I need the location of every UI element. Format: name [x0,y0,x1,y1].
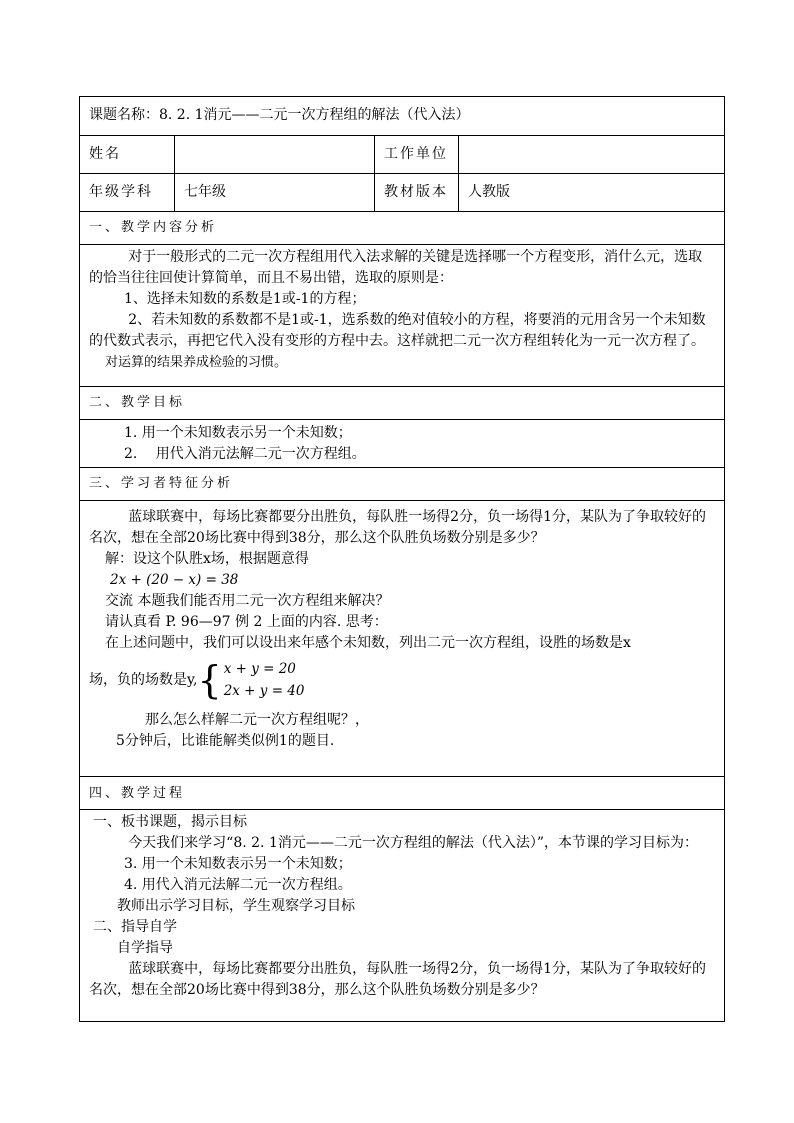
section3-heading-row [80,468,725,501]
equation-system-lines [224,658,305,702]
section2-heading-row [80,387,725,420]
section2-body-row [80,420,725,468]
section1-heading-row [80,212,725,245]
title-row [80,97,725,136]
section4-heading: 四、教学过程 [89,786,186,801]
section4-body [80,810,724,1001]
reading-instruction: 请认真看 P. 96—97 例 2 上面的内容. 思考： [105,614,388,630]
unit-value[interactable] [459,136,724,144]
section4-heading-row [80,777,725,810]
section1-rule-1: 1、选择未知数的系数是1或-1的方程； [124,291,366,307]
discussion-text: 交流 本题我们能否用二元一次方程组来解决？ [105,593,390,609]
edition-value: 人教版 [468,184,510,200]
title-cell [80,97,725,136]
self-study-guide-label: 自学指导 [117,940,173,956]
equation-system-line [89,656,715,704]
edition-label: 教材版本 [384,184,448,200]
self-study-problem: 蓝球联赛中，每场比赛都要分出胜负，每队胜一场得2分，负一场得1分，某队为了争取较好的名次，想在全部20场比赛中得到38分，那么这个队胜负场数分别是多少？ [89,961,706,998]
step-1-text: 今天我们来学习“8. 2. 1消元——二元一次方程组的解法（代入法）”，本节课的学习目标为： [128,835,699,851]
unit-label: 工作单位 [384,146,448,162]
objective-2: 2. 用代入消元法解二元一次方程组。 [124,446,366,462]
name-label: 姓名 [89,146,121,162]
section2-body [80,420,724,465]
grade-label: 年级学科 [89,184,153,200]
section1-note: 对运算的结果养成检验的习惯。 [105,355,288,370]
system-equation-2: 2x + y = 40 [223,683,305,699]
goal-4: 4. 用代入消元法解二元一次方程组。 [124,877,352,893]
brace-icon: { [197,658,222,702]
lesson-plan-table [79,96,725,1022]
section1-body [80,245,724,373]
lesson-title: 课题名称：8. 2. 1消元——二元一次方程组的解法（代入法） [89,107,470,123]
section1-rule-2: 2、若未知数的系数都不是1或-1，选系数的绝对值较小的方程，将要消的元用含另一个未知数的代数式表示，再把它代入没有变形的方程中去。这样就把二元一次方程组转化为一元一次方程了。 [89,312,706,349]
section4-body-row [80,810,725,1022]
objective-1: 1. 用一个未知数表示另一个未知数； [124,425,352,441]
teacher-note: 教师出示学习目标，学生观察学习目标 [117,898,355,914]
grade-value: 七年级 [184,184,226,200]
question-text: 那么怎么样解二元一次方程组呢？， [145,712,369,728]
equation-1: 2x + (20 − x) = 38 [110,572,239,588]
grade-row [80,174,725,212]
timed-task-text: 5分钟后，比谁能解类似例1的题目. [116,733,335,749]
solution-intro: 解：设这个队胜x场，根据题意得 [105,551,309,567]
equation-system [198,658,305,702]
step-2-heading: 二、指导自学 [93,919,177,935]
name-row [80,136,725,174]
section1-heading: 一、教学内容分析 [89,220,218,235]
section1-body-row [80,245,725,387]
section2-heading: 二、教学目标 [89,395,186,410]
system-equation-1: x + y = 20 [223,661,296,677]
goal-3: 3. 用一个未知数表示另一个未知数； [124,856,352,872]
name-value[interactable] [175,136,374,144]
thinking-text: 在上述问题中，我们可以设出来年感个未知数，列出二元一次方程组，设胜的场数是x [105,635,631,651]
problem-text: 蓝球联赛中，每场比赛都要分出胜负，每队胜一场得2分，负一场得1分，某队为了争取较好的名次，想在全部20场比赛中得到38分，那么这个队胜负场数分别是多少？ [89,509,706,546]
section3-heading: 三、学习者特征分析 [89,476,234,491]
section3-body-row [80,501,725,777]
step-1-heading: 一、板书课题，揭示目标 [93,814,247,830]
section3-body [80,501,724,752]
system-lead-text: 场，负的场数是y, [89,671,198,688]
section1-paragraph: 对于一般形式的二元一次方程组用代入法求解的关键是选择哪一个方程变形，消什么元，选取的恰当往往回使计算简单，而且不易出错，选取的原则是： [89,249,703,286]
